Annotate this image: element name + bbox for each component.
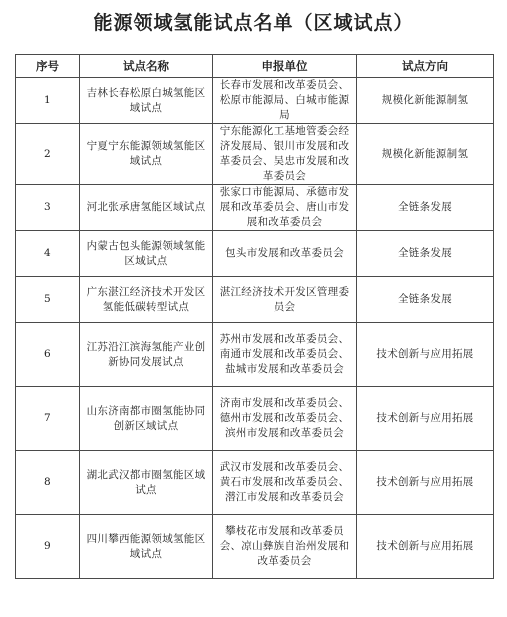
row-direction: 规模化新能源制氢 [357,124,494,185]
table-row [16,451,494,515]
row-name: 宁夏宁东能源领域氢能区域试点 [80,124,213,185]
row-seq: 1 [16,78,80,124]
table-row [16,78,494,124]
table-row [16,124,494,185]
table-header-row [16,55,494,78]
row-name: 内蒙古包头能源领域氢能区域试点 [80,231,213,277]
row-seq: 6 [16,323,80,387]
row-unit: 宁东能源化工基地管委会经济发展局、银川市发展和改革委员会、吴忠市发展和改革委员会 [213,124,357,185]
row-direction: 全链条发展 [357,185,494,231]
row-unit: 济南市发展和改革委员会、德州市发展和改革委员会、滨州市发展和改革委员会 [213,387,357,451]
row-seq: 7 [16,387,80,451]
table-row [16,387,494,451]
row-seq: 4 [16,231,80,277]
table-row [16,231,494,277]
row-seq: 5 [16,277,80,323]
header-name: 试点名称 [80,55,213,78]
header-direction: 试点方向 [357,55,494,78]
row-name: 江苏沿江滨海氢能产业创新协同发展试点 [80,323,213,387]
row-direction: 技术创新与应用拓展 [357,451,494,515]
row-seq: 9 [16,515,80,579]
row-unit: 湛江经济技术开发区管理委员会 [213,277,357,323]
document-title: 能源领域氢能试点名单（区域试点） [93,12,414,34]
row-direction: 技术创新与应用拓展 [357,387,494,451]
row-name: 广东湛江经济技术开发区氢能低碳转型试点 [80,277,213,323]
row-unit: 攀枝花市发展和改革委员会、凉山彝族自治州发展和改革委员会 [213,515,357,579]
row-seq: 8 [16,451,80,515]
row-unit: 武汉市发展和改革委员会、黄石市发展和改革委员会、潜江市发展和改革委员会 [213,451,357,515]
row-name: 山东济南都市圈氢能协同创新区域试点 [80,387,213,451]
row-seq: 2 [16,124,80,185]
table-row [16,185,494,231]
header-unit: 申报单位 [213,55,357,78]
row-unit: 张家口市能源局、承德市发展和改革委员会、唐山市发展和改革委员会 [213,185,357,231]
row-unit: 长春市发展和改革委员会、松原市能源局、白城市能源局 [213,78,357,124]
row-name: 河北张承唐氢能区域试点 [80,185,213,231]
row-name: 吉林长春松原白城氢能区域试点 [80,78,213,124]
row-direction: 规模化新能源制氢 [357,78,494,124]
row-unit: 包头市发展和改革委员会 [213,231,357,277]
row-direction: 全链条发展 [357,231,494,277]
row-direction: 技术创新与应用拓展 [357,515,494,579]
table-row [16,277,494,323]
pilot-list-table [15,54,494,579]
header-seq: 序号 [16,55,80,78]
row-seq: 3 [16,185,80,231]
row-direction: 全链条发展 [357,277,494,323]
table-row [16,515,494,579]
row-name: 湖北武汉都市圈氢能区域试点 [80,451,213,515]
row-unit: 苏州市发展和改革委员会、南通市发展和改革委员会、盐城市发展和改革委员会 [213,323,357,387]
table-row [16,323,494,387]
row-direction: 技术创新与应用拓展 [357,323,494,387]
row-name: 四川攀西能源领域氢能区域试点 [80,515,213,579]
